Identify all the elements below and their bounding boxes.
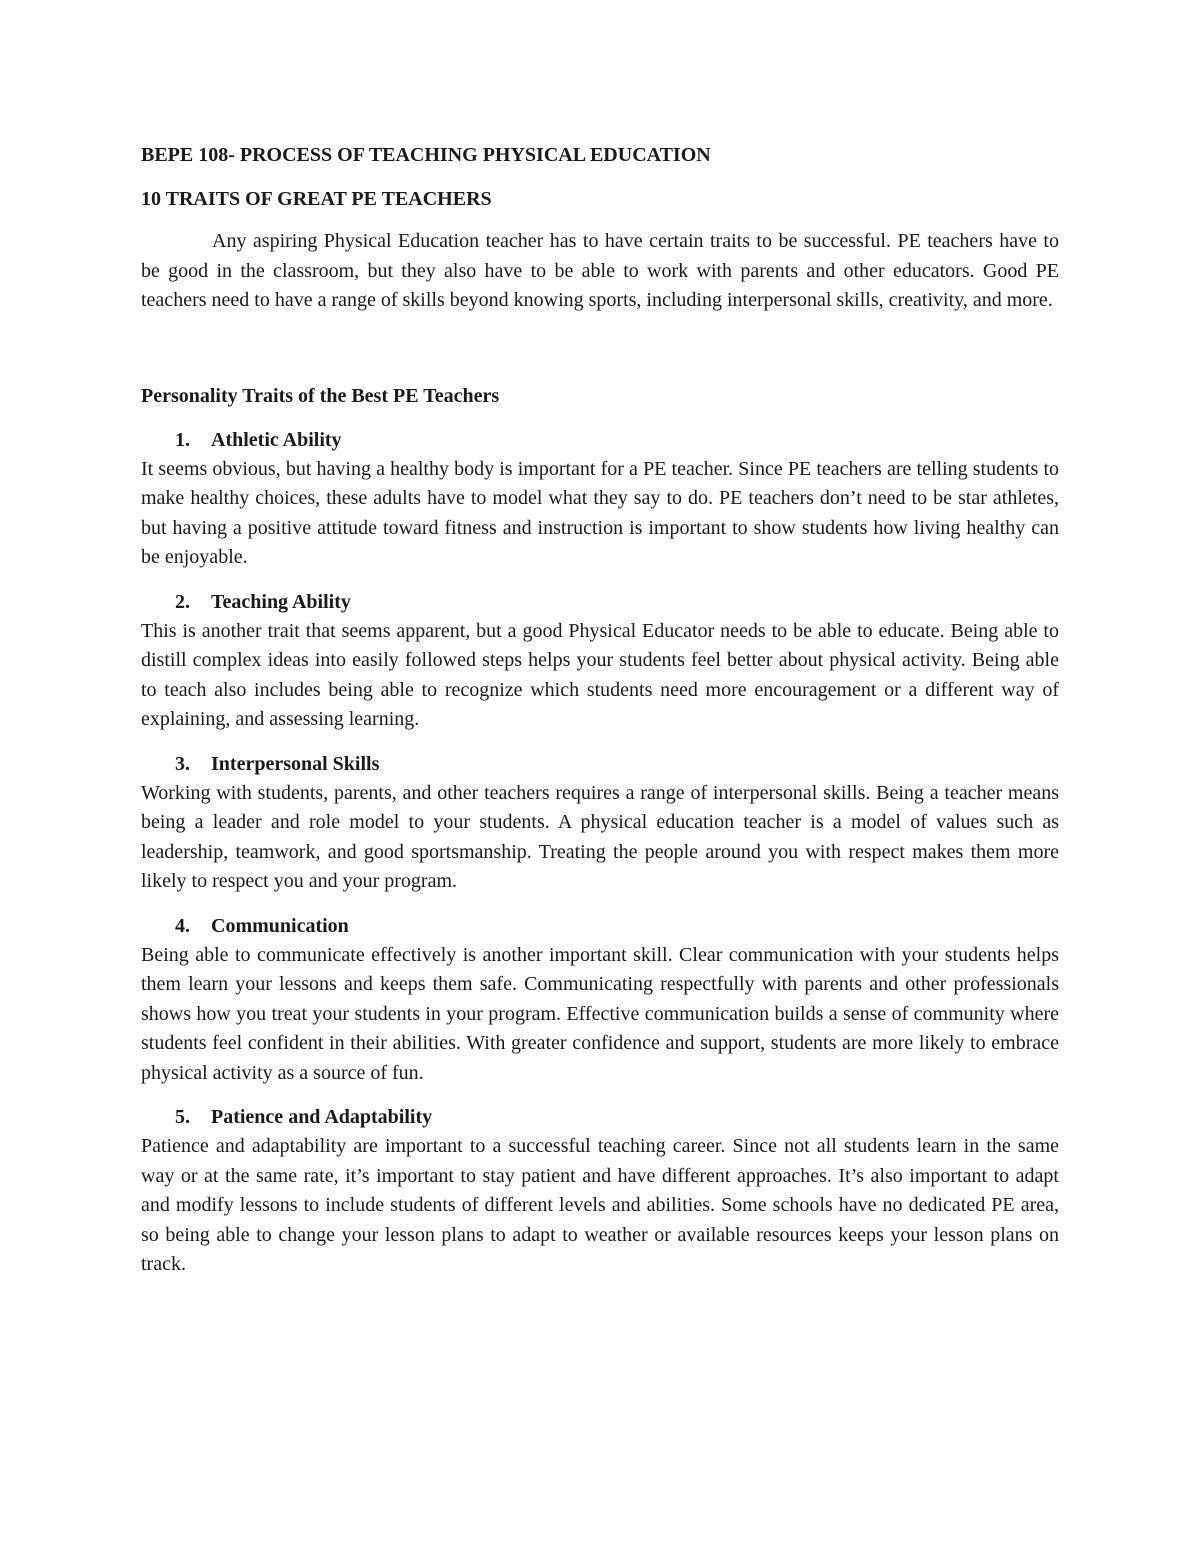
trait-item-1 — [141, 425, 1059, 573]
trait-number: 4. — [175, 914, 190, 937]
trait-body: This is another trait that seems apparent, but a good Physical Educator needs to be able to educate. Being able to distill complex ideas into easily followed steps helps your students feel better about physical activity. Being able to teach also includes being able to recognize which students need more encouragement or a different way of explaining, and assessing learning. — [141, 619, 1059, 730]
trait-item-5 — [141, 1102, 1059, 1280]
trait-item-2 — [141, 587, 1059, 735]
trait-heading — [141, 587, 1059, 617]
trait-body: Working with students, parents, and other teachers requires a range of interpersonal skills. Being a teacher means being a leader and role model to your students. A physical education teacher is a model of values such as leadership, teamwork, and good sportsmanship. Treating the people around you with respect makes them more likely to respect you and your program. — [141, 781, 1059, 892]
trait-title: Interpersonal Skills — [211, 752, 380, 775]
document-page — [141, 140, 1059, 1280]
trait-title: Communication — [211, 914, 349, 937]
trait-title: Athletic Ability — [211, 428, 342, 451]
trait-number: 1. — [175, 428, 190, 451]
main-title: 10 TRAITS OF GREAT PE TEACHERS — [141, 188, 492, 210]
trait-item-4 — [141, 911, 1059, 1089]
trait-heading — [141, 425, 1059, 455]
trait-heading — [141, 911, 1059, 941]
trait-body: Being able to communicate effectively is another important skill. Clear communication with your students helps them learn your lessons and keeps them safe. Communicating respectfully with parents and other professionals shows how you treat your students in your program. Effective communication builds a sense of community where students feel confident in their abilities. With greater confidence and support, students are more likely to embrace physical activity as a source of fun. — [141, 943, 1059, 1084]
trait-number: 5. — [175, 1106, 190, 1128]
trait-body: Patience and adaptability are important to a successful teaching career. Since not all students learn in the same way or at the same rate, it’s important to stay patient and have different approaches. It’s also important to adapt and modify lessons to include students of different levels and abilities. Some schools have no dedicated PE area, so being able to change your lesson plans to adapt to weather or available resources keeps your lesson plans on track. — [141, 1135, 1059, 1275]
trait-heading — [141, 749, 1059, 779]
trait-body: It seems obvious, but having a healthy body is important for a PE teacher. Since PE teachers are telling students to make healthy choices, these adults have to model what they say to do. PE teachers don’t need to be star athletes, but having a positive attitude toward fitness and instruction is important to show students how living healthy can be enjoyable. — [141, 457, 1059, 568]
trait-heading — [141, 1102, 1059, 1132]
trait-number: 2. — [175, 590, 190, 613]
trait-title: Teaching Ability — [211, 590, 351, 613]
trait-item-3 — [141, 749, 1059, 897]
trait-title: Patience and Adaptability — [211, 1106, 433, 1128]
intro-paragraph: Any aspiring Physical Education teacher has to have certain traits to be successful. PE teachers have to be good in the classroom, but they also have to be able to work with parents and other educators. Good PE teachers need to have a range of skills beyond knowing sports, including interpersonal skills, creativity, and more. — [141, 230, 1059, 311]
section-heading: Personality Traits of the Best PE Teachers — [141, 384, 500, 407]
course-title: BEPE 108- PROCESS OF TEACHING PHYSICAL EDUCATION — [141, 144, 711, 166]
trait-number: 3. — [175, 752, 190, 775]
